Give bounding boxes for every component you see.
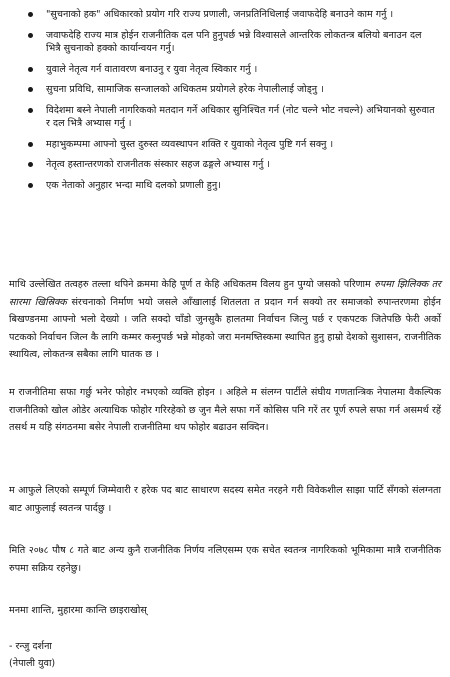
bullet-text: एक नेताको अनुहार भन्दा माथि दलको प्रणाली हुनु। [46, 179, 221, 191]
bullet-item [26, 158, 436, 172]
bullet-text: "सुचनाको हक" अधिकारको प्रयोग गरि राज्य प्रणाली, जनप्रतिनिधिलाई जवाफदेहि बनाउने काम गर्नु । [46, 9, 394, 20]
bullet-item [26, 63, 436, 77]
bullet-text: महाभुकम्पमा आफ्नो चुस्त दुरुस्त व्यवस्थापन शक्ति र युवाको नेतृत्व पुष्टि गर्न सक्नु । [46, 138, 334, 150]
bullet-item [26, 179, 436, 193]
bullet-list [26, 8, 436, 199]
bullet-text: जवाफदेहि राज्य मात्र होईन राजनीतिक दल पनि हुनुपर्छ भन्ने विश्वासले आन्तरिक लोकतन्त्र बलियो बनाउन दल भित्रै सुचनाको हक्को कार्यान्वयन गर्नु। [46, 29, 422, 54]
bullet-text: विदेशमा बस्ने नेपाली नागरिकको मतदान गर्ने अधिकार सुनिश्चित गर्न (नोट चल्ने भोट नचल्ने) अभियानको सुरुवात र दल भित्रै अभ्यास गर्नु । [46, 104, 435, 129]
bullet-item [26, 29, 436, 56]
bullet-item [26, 83, 436, 97]
paragraph-1-part-a: माथि उल्लेखित तत्वहरु तल्ला थपिने क्रममा केहि पूर्ण त केहि अधिकतम विलय हुन पुग्यो जसको परिणाम [9, 279, 375, 290]
bullet-item [26, 138, 436, 152]
paragraph-2: म राजनीतिमा सफा गर्छु भनेर फोहोर नभएको व्यक्ति होइन । अहिले म संलग्न पार्टीले संघीय गणतान्त्रिक नेपालमा वैकल्पिक राजनीतिको खोल ओडेर अत्याधिक फोहोर गरिरहेको छ जुन मैले सफा गर्ने कोसिस पनि गरें तर पूर्ण रुपले सफा गर्न असमर्थ रहें तसर्थ म यहि संगठनमा बसेर नेपाली राजनीतिमा थप फोहोर बढाउन सक्दिन। [9, 387, 441, 433]
signature-org: (नेपाली युवा) [9, 658, 56, 669]
closing-line: मनमा शान्ति, मुहारमा कान्ति छाइराखोस् [9, 605, 147, 616]
bullet-dot-icon [28, 12, 33, 17]
bullet-dot-icon [28, 67, 33, 72]
paragraph-1-emphasis: रुपमा झिलिक्क तर सारमा खिस्रिक्क [9, 279, 441, 308]
bullet-dot-icon [28, 183, 33, 188]
bullet-text: युवाले नेतृत्व गर्न वातावरण बनाउनु र युवा नेतृत्व स्विकार गर्नु । [46, 63, 258, 75]
bullet-item [26, 104, 436, 131]
bullet-dot-icon [28, 87, 33, 92]
paragraph-1-part-b: संरचनाको निर्माण भयो जसले आँखालाई शितलता त प्रदान गर्न सक्यो तर समाजको रुपान्तरणमा होईन बिखण्डनमा आफ्नो भलो देख्यो । जति सक्दो चाँडो जुनसुकै हालतमा निर्वाचन जित्नु पर्छ र एकपटक जितेपछि फेरी अर्को पटकको निर्वाचन जित्न कै लागि कम्मर कस्नुपर्छ भन्ने मोहको जरा मनमष्तिस्कमा स्थापित हुनु हाम्रो देशको सुशासन, राजनीतिक स्थायित्व, लोकतन्त्र सबैका लागि घातक छ । [9, 296, 441, 360]
bullet-dot-icon [28, 108, 33, 113]
signature-name: - रन्जु दर्शना [9, 641, 52, 652]
paragraph-1 [9, 276, 441, 364]
paragraph-3: म आफुले लिएको सम्पूर्ण जिम्मेवारी र हरेक पद बाट साधारण सदस्य समेत नरहने गरी विवेकशील साझा पार्टि सँगको संलग्नता बाट आफुलाई स्वतन्त्र पार्दछु । [9, 485, 441, 514]
bullet-text: सुचना प्रविधि, सामाजिक सन्जालको अधिकतम प्रयोगले हरेक नेपालीलाई जोड्नु । [46, 84, 324, 95]
paragraph-4: मिति २०७८ पौष ८ गते बाट अन्य कुनै राजनीतिक निर्णय नलिएसम्म एक सचेत स्वतन्त्र नागरिकको भूमिकामा मात्रै राजनीतिक रुपमा सक्रिय रहनेछु। [9, 545, 441, 574]
bullet-item [26, 8, 436, 22]
bullet-dot-icon [28, 33, 33, 38]
bullet-text: नेतृत्व हस्तान्तरणको राजनीतक संस्कार सहज ढङ्गले अभ्यास गर्नु । [46, 159, 271, 170]
bullet-dot-icon [28, 142, 33, 147]
bullet-dot-icon [28, 162, 33, 167]
